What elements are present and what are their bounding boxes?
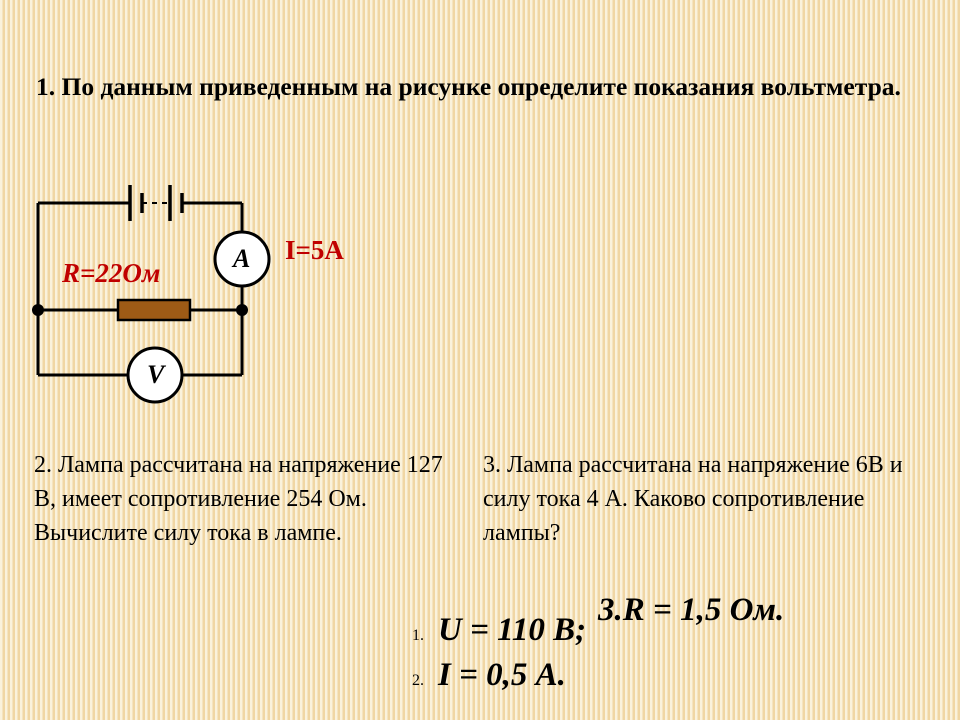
answer-3-text: 3.R = 1,5 Ом. xyxy=(598,592,785,628)
answer-text: I = 0,5 А. xyxy=(438,657,566,693)
resistance-label: R=22Ом xyxy=(62,258,161,288)
circuit-diagram xyxy=(10,175,410,420)
voltmeter-label: V xyxy=(147,360,165,389)
node-right xyxy=(236,304,248,316)
answer-number: 2. xyxy=(412,672,424,689)
node-left xyxy=(32,304,44,316)
list-item xyxy=(390,612,720,649)
answer-number: 1. xyxy=(412,627,424,644)
resistor-symbol xyxy=(118,300,190,320)
answer-text: U = 110 В; xyxy=(438,612,587,648)
list-item xyxy=(390,657,720,694)
battery-symbol xyxy=(120,185,192,221)
question-3-text: 3. Лампа рассчитана на напряжение 6В и силу тока 4 А. Каково сопротивление лампы? xyxy=(483,452,903,547)
question-1-text: 1. По данным приведенным на рисунке определите показания вольтметра. xyxy=(36,72,901,101)
circuit-svg xyxy=(10,175,410,420)
current-label: I=5A xyxy=(285,235,344,265)
question-2-text: 2. Лампа рассчитана на напряжение 127 В, имеет сопротивление 254 Ом. Вычислите силу тока в лампе. xyxy=(34,452,443,547)
answer-list xyxy=(390,612,720,702)
ammeter-label: A xyxy=(233,244,251,273)
